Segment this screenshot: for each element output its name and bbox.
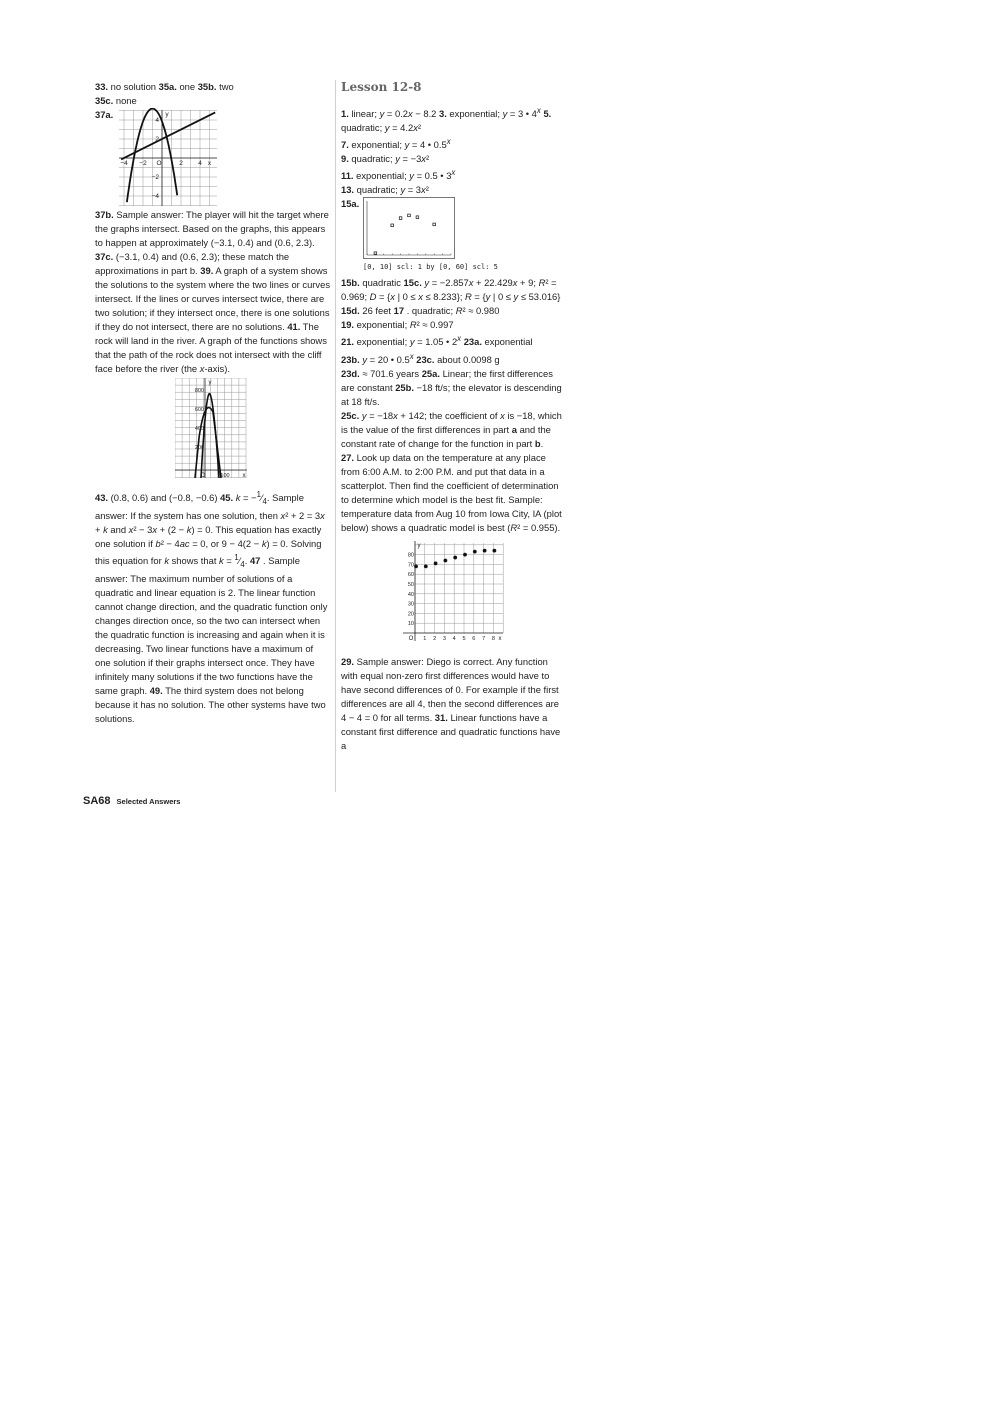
figure-37a: [95, 108, 331, 208]
y-tick-label: 20: [407, 611, 414, 618]
line-graph: [121, 112, 215, 159]
lesson-title: Lesson 12-8: [341, 80, 422, 94]
x-tick-label: O: [200, 473, 206, 479]
x-tick-label: 2: [179, 160, 184, 167]
data-point: [416, 216, 419, 219]
answer-paragraph: 9. quadratic; y = −3x²: [341, 153, 430, 165]
x-tick-label: 2: [433, 635, 437, 642]
calculator-scatterplot-15a: [363, 197, 455, 259]
left-column: [95, 80, 331, 726]
figure-41: [175, 378, 331, 484]
y-tick-label: 600: [194, 407, 204, 413]
x-tick-label: 100: [220, 473, 230, 479]
answer-paragraph: 21. exponential; y = 1.05 • 2$^x$ 23a. exponential: [341, 334, 533, 348]
y-axis-label: y: [417, 542, 421, 549]
x-axis-label: x: [498, 635, 502, 642]
answer-paragraph: 23d. ≈ 701.6 years 25a. Linear; the first differences are constant 25b. −18 ft/s; the elevator is descending at 18 ft/s.: [341, 367, 562, 407]
answer-paragraph: 23b. y = 20 • 0.5$^x$ 23c. about 0.0098 g: [341, 351, 500, 365]
y-tick-label: 10: [407, 620, 414, 627]
figure-label: 37a.: [95, 109, 114, 120]
answer-paragraph: 43. (0.8, 0.6) and (−0.8, −0.6) 45. $k = -^1⁄_4$. Sample answer: If the system has one solution, then x² + 2 = 3x + k and x² − 3x + (2 − k) = 0. This equation has exactly one solution if b² − 4ac = 0, or 9 − 4(2 − k) = 0. Solving this equation for k shows that $k = ^1⁄_4$. 47 . Sample answer: The maximum number of solutions of a quadratic and linear equation is 2. The linear function cannot change direction, and the quadratic function only changes direction once, so the two can intersect when the quadratic function is increasing and again when it is decreasing. Two linear functions have a maximum of one solution if their graphs intersect once. They have infinitely many solutions if the two functions have the same graph. 49. The third system does not belong because it has no solution. The other systems have two solutions.: [95, 490, 328, 724]
answer-paragraph: 15b. quadratic 15c. y = −2.857x + 22.429x + 9; R² = 0.969; D = {x | 0 ≤ x ≤ 8.233}; R = {y | 0 ≤ y ≤ 53.016}: [341, 277, 561, 303]
figure-label: 15a.: [341, 198, 360, 210]
y-axis-label: y: [165, 111, 169, 118]
x-tick-label: O: [408, 635, 414, 642]
data-point: [433, 223, 436, 226]
y-tick-label: −4: [151, 193, 160, 200]
footer-title: Selected Answers: [116, 797, 181, 806]
data-point: [434, 561, 438, 565]
data-point: [408, 214, 411, 217]
window-caption: [0, 10] scl: 1 by [0, 60] scl: 5: [363, 263, 498, 272]
data-point: [483, 548, 487, 552]
x-tick-label: −4: [120, 160, 128, 167]
y-tick-label: 400: [194, 426, 204, 432]
y-tick-label: 60: [407, 571, 414, 578]
data-point: [400, 217, 403, 220]
answer-paragraph: 25c. y = −18x + 142; the coefficient of x is −18, which is the value of the first differences in part a and the constant rate of change for the function in part b.: [341, 409, 562, 449]
answer-paragraph: 7. exponential; y = 4 • 0.5$^x$: [341, 137, 451, 151]
answer-paragraph: 37b. Sample answer: The player will hit the target where the graphs intersect. Based on the graphs, this appears to happen at approximately (−3.1, 0.4) and (0.6, 2.3). 37c. (−3.1, 0.4) and (0.6, 2.3); these match the approximations in part b. 39. A graph of a system shows the solutions to the system where the two lines or curves intersect. If the lines or curves intersect twice, there are two solution; if they intersect once, there is one solutions if they do not intersect, there are no solutions. 41. The rock will land in the river. A graph of the functions shows that the path of the rock does not intersect with the cliff face before the river (the x-axis).: [95, 209, 331, 374]
graph-41: [175, 378, 247, 480]
graph-37a: [117, 108, 217, 208]
y-tick-label: 800: [194, 388, 204, 394]
data-point: [453, 555, 457, 559]
y-tick-label: 200: [194, 445, 204, 451]
y-tick-label: 80: [407, 552, 414, 559]
answer-paragraph: 11. exponential; y = 0.5 • 3$^x$: [341, 168, 456, 182]
x-tick-label: 6: [472, 635, 476, 642]
y-tick-label: 50: [407, 581, 414, 588]
data-point: [473, 549, 477, 553]
x-tick-label: 7: [482, 635, 486, 642]
parabola-curve: [127, 109, 177, 203]
answer-paragraph: 27. Look up data on the temperature at any place from 6:00 A.M. to 2:00 P.M. and put that data in a scatterplot. Then find the coefficient of determination to determine which model is the best fit. Sample: temperature data from Aug 10 from Iowa City, IA (plot below) shows a quadratic model is best (R² = 0.955).: [341, 451, 562, 533]
data-point: [493, 548, 497, 552]
right-column: [341, 80, 565, 753]
answer-paragraph: 29. Sample answer: Diego is correct. Any function with equal non-zero first differences would have to have second differences of 0. For example if the first differences are all 4, then the second differences are 4 − 4 = 0 for all terms. 31. Linear functions have a constant first difference and quadratic functions have a: [341, 655, 561, 751]
answer-paragraph: 13. quadratic; y = 3x²: [341, 184, 429, 196]
data-point: [414, 564, 418, 568]
page-number: SA68: [83, 795, 111, 807]
y-tick-label: 2: [155, 136, 160, 143]
x-tick-label: 4: [198, 160, 203, 167]
x-tick-label: −2: [139, 160, 147, 167]
column-divider: [335, 80, 336, 792]
x-tick-label: 4: [452, 635, 456, 642]
figure-15a: [341, 197, 565, 272]
figure-27: [403, 541, 565, 647]
answer-paragraph: 15d. 26 feet 17 . quadratic; R² ≈ 0.980: [341, 305, 500, 317]
answer-paragraph: 33. no solution 35a. one 35b. two: [95, 81, 234, 92]
page-footer: [83, 795, 180, 807]
x-axis-label: x: [208, 160, 212, 167]
answer-paragraph: 1. linear; y = 0.2x − 8.2 3. exponential; y = 3 • 4$^x$ 5. quadratic; y = 4.2x²: [341, 106, 552, 134]
y-tick-label: 30: [407, 601, 414, 608]
data-point: [391, 224, 394, 227]
x-axis-label: x: [242, 473, 246, 479]
x-tick-label: 3: [442, 635, 446, 642]
x-tick-label: 5: [462, 635, 466, 642]
answer-paragraph: 19. exponential; R² ≈ 0.997: [341, 319, 454, 331]
y-tick-label: 70: [407, 562, 414, 569]
x-tick-label: O: [156, 160, 162, 167]
y-tick-label: 40: [407, 591, 414, 598]
data-point: [444, 558, 448, 562]
x-tick-label: 1: [423, 635, 427, 642]
y-tick-label: −2: [151, 174, 160, 181]
y-tick-label: 4: [155, 117, 160, 124]
answer-paragraph: 35c. none: [95, 95, 137, 106]
y-axis-label: y: [208, 380, 212, 386]
data-point: [463, 552, 467, 556]
data-point: [424, 564, 428, 568]
x-tick-label: 8: [491, 635, 495, 642]
temperature-scatterplot-27: [403, 541, 505, 643]
